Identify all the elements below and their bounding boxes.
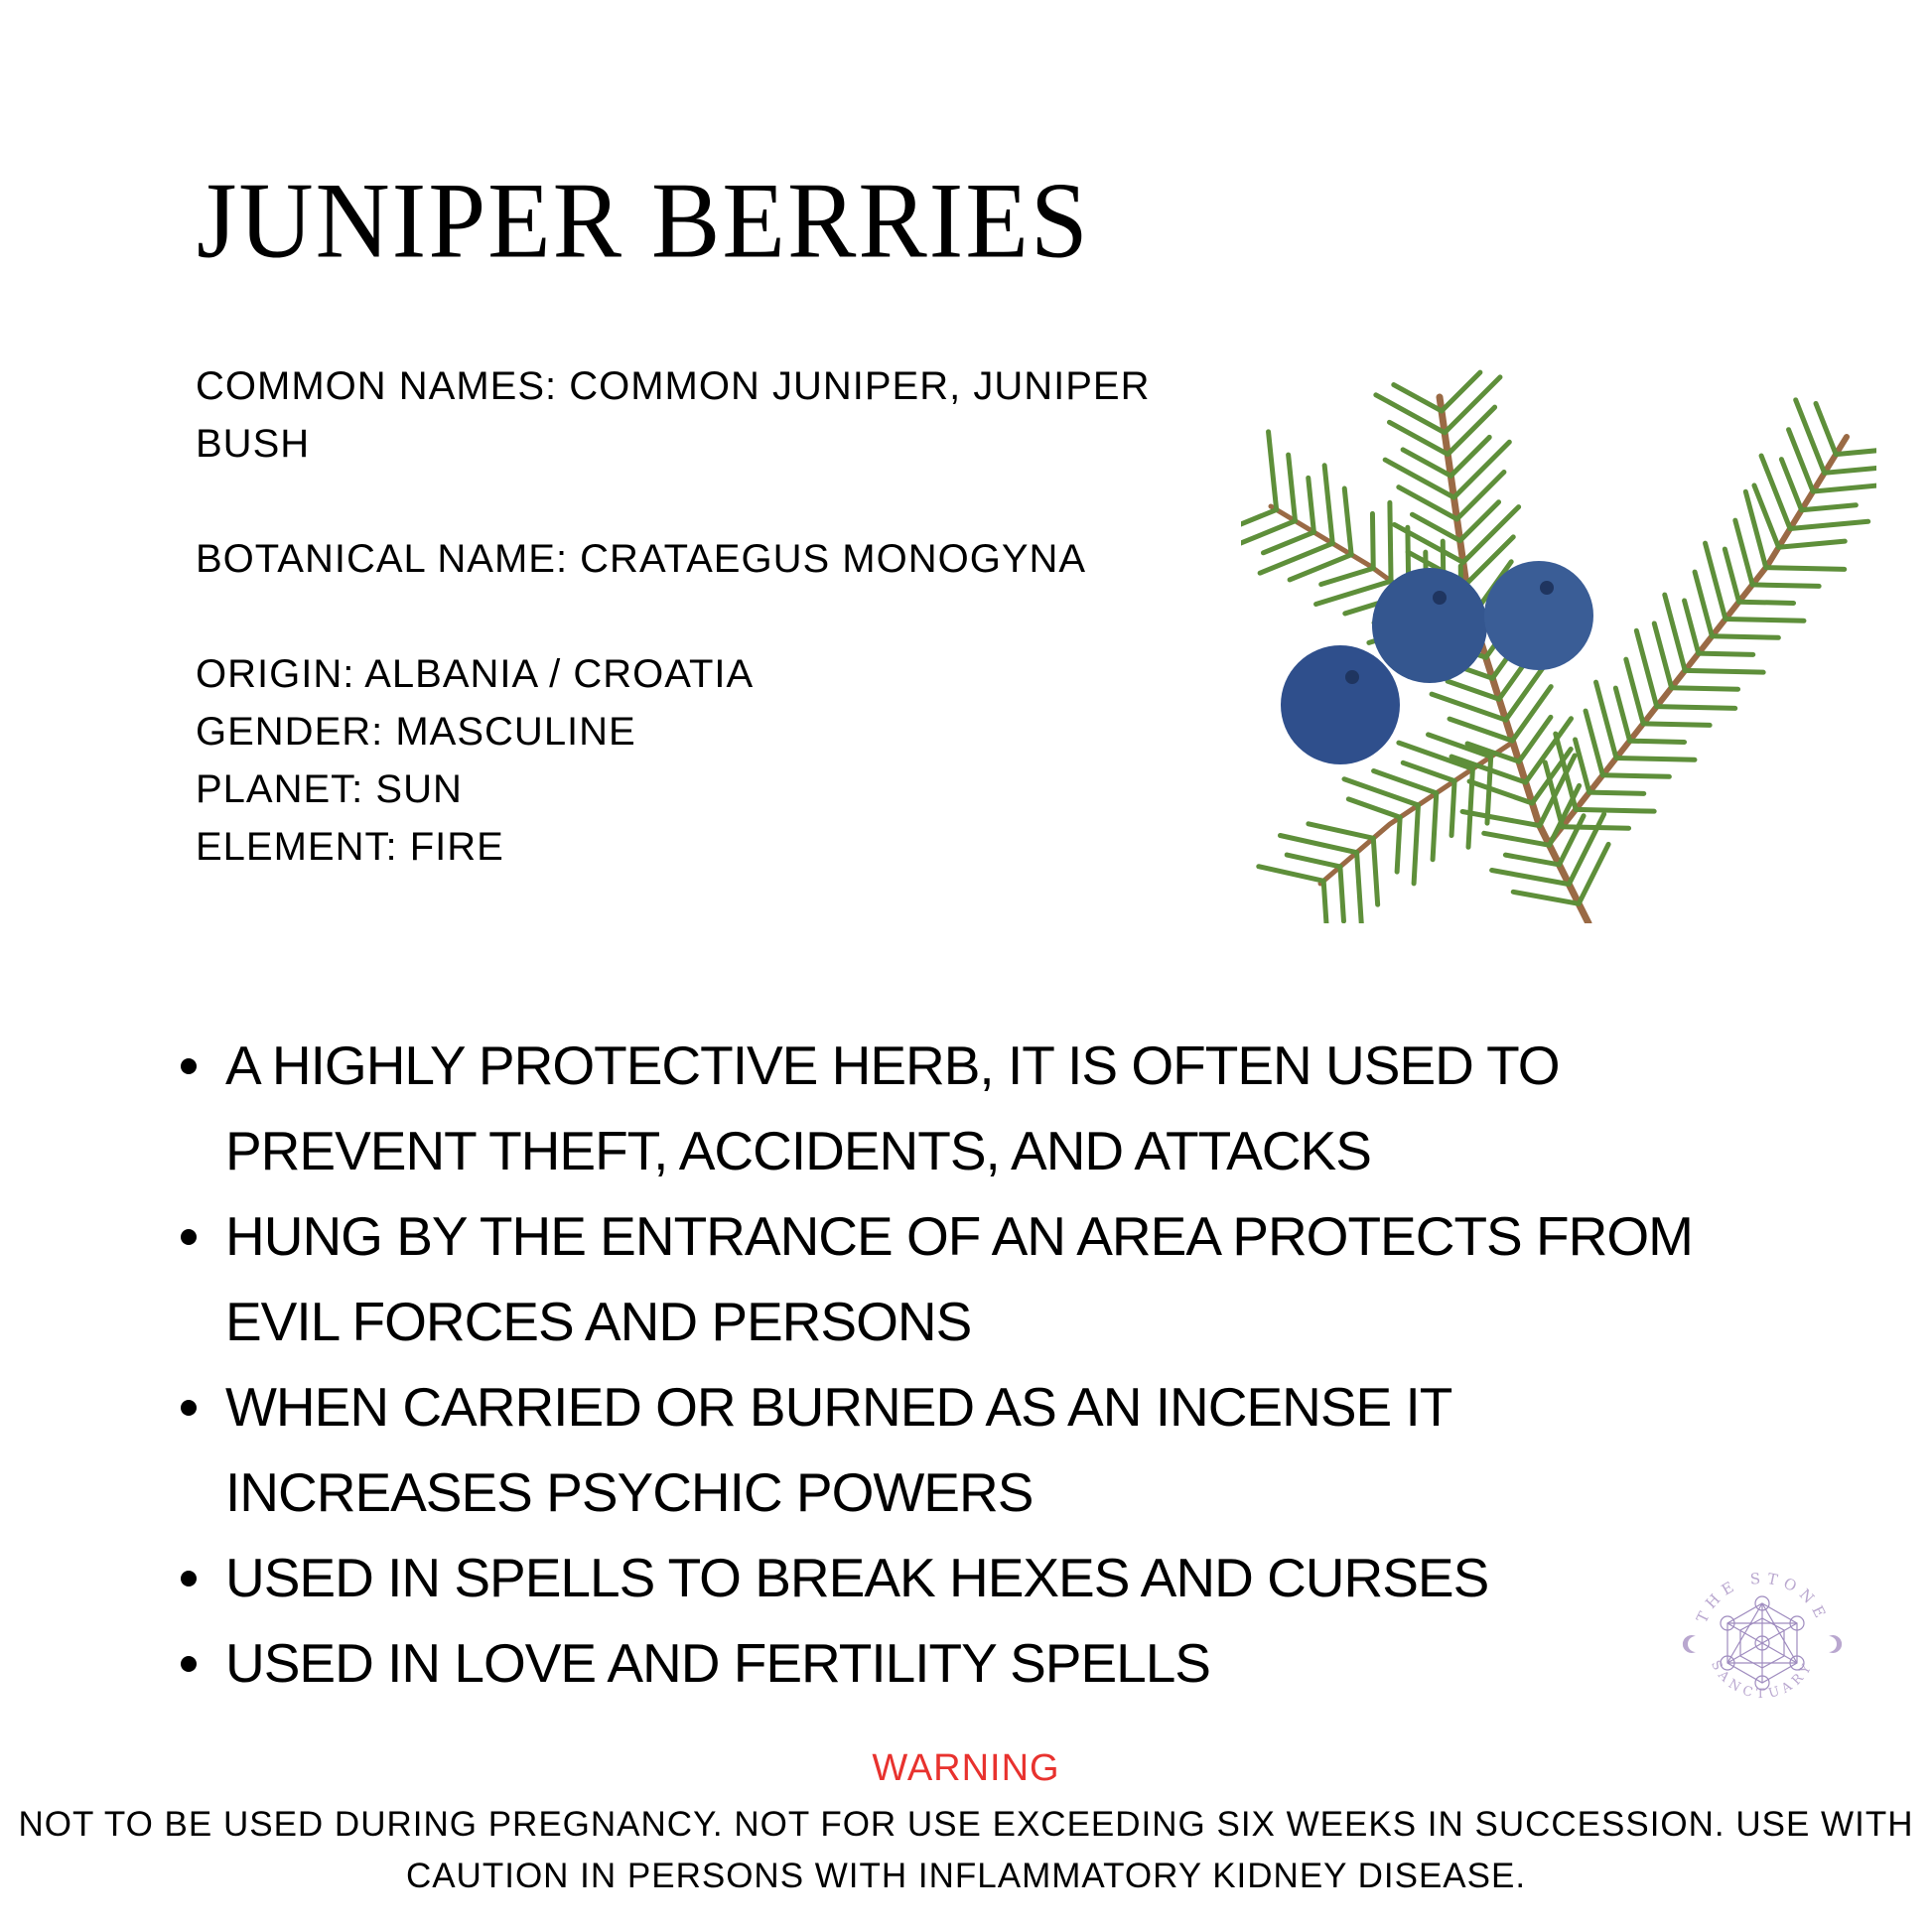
list-item: HUNG BY THE ENTRANCE OF AN AREA PROTECTS FROM EVIL FORCES AND PERSONS (171, 1193, 1720, 1364)
list-item: USED IN LOVE AND FERTILITY SPELLS (171, 1620, 1720, 1706)
gender: GENDER: MASCULINE (196, 710, 636, 754)
logo-top-text: THE STONE (1693, 1569, 1832, 1626)
logo-bottom-text: SANCTUARY (1707, 1658, 1818, 1703)
stone-sanctuary-logo (1678, 1559, 1847, 1727)
moon-icon (1683, 1635, 1696, 1653)
common-names-line-2: BUSH (196, 422, 311, 466)
page-title: JUNIPER BERRIES (197, 160, 1090, 281)
herb-facts (196, 357, 1248, 876)
origin: ORIGIN: ALBANIA / CROATIA (196, 652, 755, 696)
list-item: WHEN CARRIED OR BURNED AS AN INCENSE IT INCREASES PSYCHIC POWERS (171, 1364, 1720, 1535)
warning-text: NOT TO BE USED DURING PREGNANCY. NOT FOR USE EXCEEDING SIX WEEKS IN SUCCESSION. USE WITH CAUTION IN PERSONS WITH INFLAMMATORY KIDNEY DISEASE. (18, 1805, 1914, 1895)
common-names-line-1: COMMON NAMES: COMMON JUNIPER, JUNIPER (196, 364, 1151, 408)
botanical-name: BOTANICAL NAME: CRATAEGUS MONOGYNA (196, 537, 1087, 581)
element: ELEMENT: FIRE (196, 825, 504, 869)
metatron-cube-icon (1721, 1596, 1804, 1690)
juniper-branch-illustration (1241, 268, 1876, 923)
moon-icon (1829, 1635, 1842, 1653)
planet: PLANET: SUN (196, 767, 463, 811)
list-item: A HIGHLY PROTECTIVE HERB, IT IS OFTEN USED TO PREVENT THEFT, ACCIDENTS, AND ATTACKS (171, 1023, 1720, 1193)
spacer (196, 473, 1248, 530)
berries (1281, 561, 1593, 764)
list-item: USED IN SPELLS TO BREAK HEXES AND CURSES (171, 1535, 1720, 1620)
uses-list (171, 1023, 1720, 1706)
spacer (196, 588, 1248, 645)
warning-title: WARNING (872, 1747, 1060, 1789)
